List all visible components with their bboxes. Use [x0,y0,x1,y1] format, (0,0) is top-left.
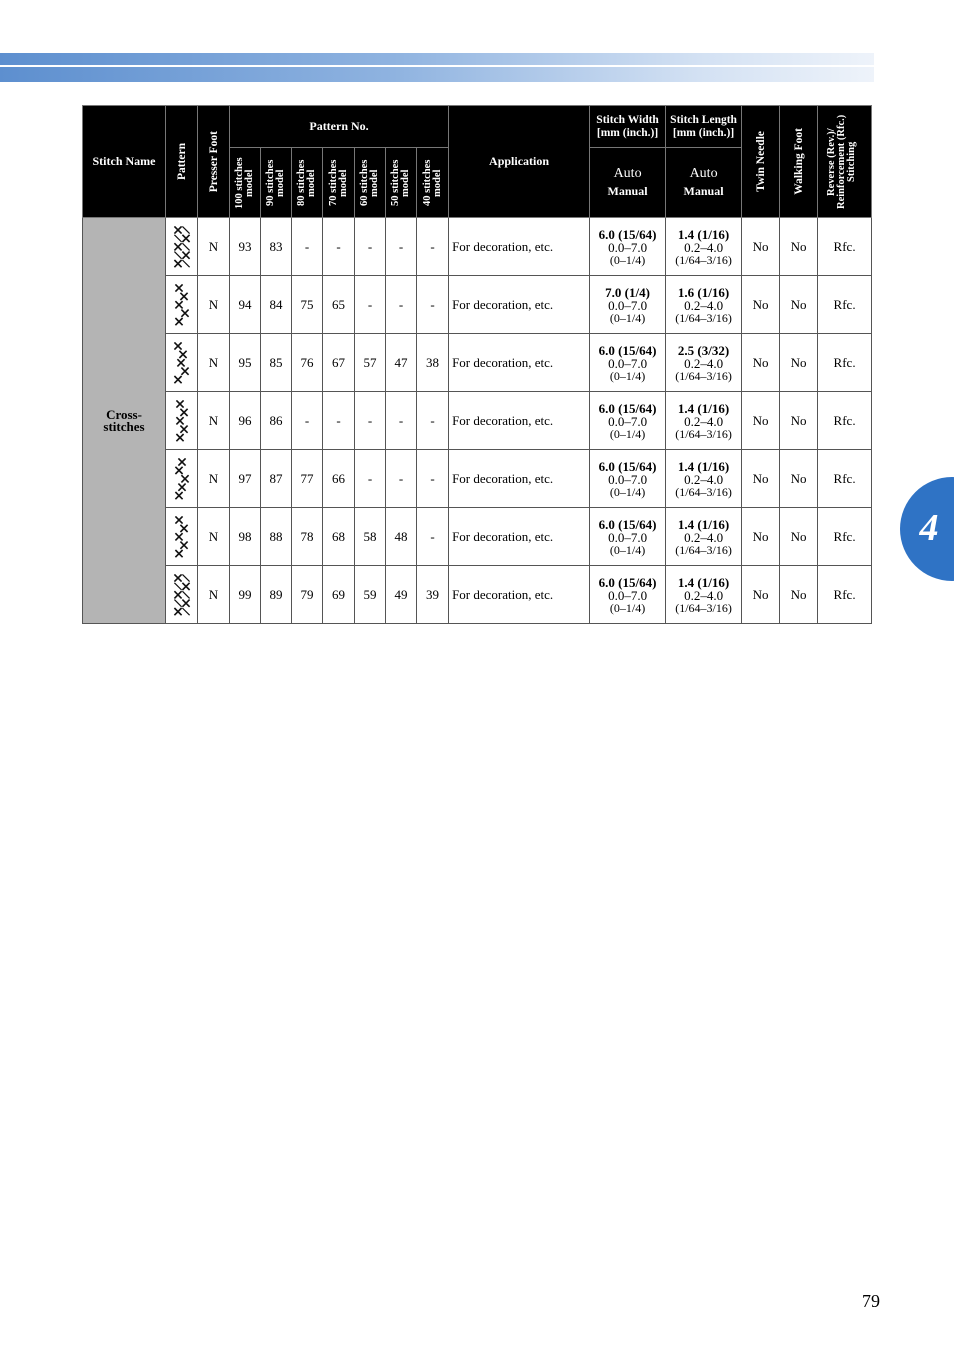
header-pattern-no: Pattern No. [230,106,449,148]
pattern-no-cell: 86 [261,392,292,450]
header-pattern: Pattern [166,106,198,218]
reverse-cell: Rfc. [818,276,872,334]
pattern-no-cell: 68 [323,508,355,566]
pattern-no-cell: - [355,392,386,450]
header-twin-needle: Twin Needle [742,106,780,218]
stitch-width-range: 0.0–7.0 [608,355,648,371]
pattern-no-cell: 47 [386,334,417,392]
stitch-length-auto: 2.5 (3/32) [677,342,730,358]
chapter-number: 4 [919,507,939,549]
header-reverse-reinforcement: Reverse (Rev.)/ Reinforcement (Rfc.) Stitching [818,106,872,218]
stitch-width-cell [590,450,666,508]
stitch-length-range: 0.2–4.0 [684,587,724,603]
pattern-no-cell: - [417,276,449,334]
stitch-width-range-inch: (0–1/4) [609,484,646,499]
stitch-width-cell [590,566,666,624]
pattern-no-cell: 85 [261,334,292,392]
reverse-cell: Rfc. [818,218,872,276]
application-cell: For decoration, etc. [449,276,590,334]
pattern-no-cell: 66 [323,450,355,508]
stitch-length-range-inch: (1/64–3/16) [675,368,732,383]
reverse-cell: Rfc. [818,392,872,450]
header-model-80: 80 stitches model [292,148,323,218]
application-cell: For decoration, etc. [449,218,590,276]
stitch-length-range: 0.2–4.0 [684,355,724,371]
walking-foot-cell: No [780,566,818,624]
walking-foot-cell: No [780,450,818,508]
application-cell: For decoration, etc. [449,334,590,392]
stitch-length-cell [666,392,742,450]
reverse-cell: Rfc. [818,334,872,392]
group-stitch-name [83,218,166,624]
pattern-no-cell: 57 [355,334,386,392]
header-gradient-band [0,53,874,82]
stitch-length-range-inch: (1/64–3/16) [675,426,732,441]
presser-foot-cell: N [198,276,230,334]
stitch-width-range-inch: (0–1/4) [609,542,646,557]
pattern-cell [166,276,198,334]
stitch-width-cell [590,392,666,450]
stitch-length-auto: 1.4 (1/16) [677,400,730,416]
pattern-cell [166,218,198,276]
stitch-width-range: 0.0–7.0 [608,471,648,487]
pattern-no-cell: - [292,392,323,450]
pattern-no-cell: 87 [261,450,292,508]
header-presser-foot: Presser Foot [198,106,230,218]
walking-foot-cell: No [780,508,818,566]
stitch-length-range-inch: (1/64–3/16) [675,542,732,557]
pattern-no-cell: 83 [261,218,292,276]
pattern-no-cell: 38 [417,334,449,392]
table-row [83,276,872,334]
pattern-no-cell: 77 [292,450,323,508]
stitch-length-auto: 1.4 (1/16) [677,226,730,242]
stitch-length-cell [666,566,742,624]
stitch-length-range: 0.2–4.0 [684,413,724,429]
table-row [83,334,872,392]
application-cell: For decoration, etc. [449,450,590,508]
stitch-length-range-inch: (1/64–3/16) [675,310,732,325]
table-row [83,392,872,450]
cross-stitch-pattern-1-icon [171,226,193,268]
walking-foot-cell: No [780,334,818,392]
stitch-width-range-inch: (0–1/4) [609,426,646,441]
stitch-width-auto: 6.0 (15/64) [598,400,657,416]
header-model-60: 60 stitches model [355,148,386,218]
pattern-cell [166,450,198,508]
pattern-no-cell: 99 [230,566,261,624]
twin-needle-cell: No [742,450,780,508]
walking-foot-cell: No [780,392,818,450]
stitch-length-cell [666,450,742,508]
stitch-width-auto: 6.0 (15/64) [598,458,657,474]
presser-foot-cell: N [198,566,230,624]
pattern-no-cell: 98 [230,508,261,566]
stitch-length-range-inch: (1/64–3/16) [675,484,732,499]
stitch-width-auto: 6.0 (15/64) [598,226,657,242]
pattern-no-cell: 65 [323,276,355,334]
stitch-length-auto: 1.4 (1/16) [677,458,730,474]
pattern-no-cell: - [355,218,386,276]
pattern-no-cell: 48 [386,508,417,566]
presser-foot-cell: N [198,218,230,276]
stitch-length-range: 0.2–4.0 [684,239,724,255]
cross-stitch-pattern-6-icon [171,516,193,558]
pattern-no-cell: 75 [292,276,323,334]
band-divider-line [0,65,874,67]
pattern-no-cell: - [355,450,386,508]
presser-foot-cell: N [198,450,230,508]
stitch-length-cell [666,334,742,392]
stitch-width-range-inch: (0–1/4) [609,600,646,615]
pattern-no-cell: 94 [230,276,261,334]
pattern-no-cell: - [355,276,386,334]
twin-needle-cell: No [742,508,780,566]
pattern-no-cell: 49 [386,566,417,624]
page-number: 79 [862,1291,880,1311]
pattern-no-cell: 93 [230,218,261,276]
cross-stitch-pattern-2-icon [171,284,193,326]
stitch-settings-table [82,105,872,624]
pattern-no-cell: - [292,218,323,276]
cross-stitch-pattern-7-icon [171,574,193,616]
stitch-width-range: 0.0–7.0 [608,587,648,603]
pattern-no-cell: 78 [292,508,323,566]
twin-needle-cell: No [742,276,780,334]
header-model-90: 90 stitches model [261,148,292,218]
stitch-width-cell [590,218,666,276]
pattern-no-cell: 88 [261,508,292,566]
stitch-width-range-inch: (0–1/4) [609,252,646,267]
stitch-width-auto: 6.0 (15/64) [598,574,657,590]
reverse-cell: Rfc. [818,450,872,508]
stitch-length-auto: 1.4 (1/16) [677,516,730,532]
pattern-no-cell: - [417,392,449,450]
stitch-width-cell [590,334,666,392]
application-cell: For decoration, etc. [449,392,590,450]
header-model-100: 100 stitches model [230,148,261,218]
twin-needle-cell: No [742,218,780,276]
header-model-40: 40 stitches model [417,148,449,218]
walking-foot-cell: No [780,276,818,334]
table-row [83,508,872,566]
table-row [83,566,872,624]
cross-stitch-pattern-4-icon [171,400,193,442]
pattern-no-cell: - [386,218,417,276]
stitch-length-range: 0.2–4.0 [684,297,724,313]
stitch-width-range: 0.0–7.0 [608,297,648,313]
pattern-cell [166,508,198,566]
stitch-length-cell [666,218,742,276]
table-row [83,218,872,276]
header-model-50: 50 stitches model [386,148,417,218]
stitch-width-auto: 7.0 (1/4) [605,284,650,300]
stitch-length-range-inch: (1/64–3/16) [675,252,732,267]
stitch-length-range: 0.2–4.0 [684,471,724,487]
reverse-cell: Rfc. [818,566,872,624]
twin-needle-cell: No [742,334,780,392]
application-cell: For decoration, etc. [449,508,590,566]
pattern-no-cell: 89 [261,566,292,624]
presser-foot-cell: N [198,508,230,566]
header-model-70: 70 stitches model [323,148,355,218]
pattern-no-cell: 69 [323,566,355,624]
pattern-cell [166,392,198,450]
pattern-cell [166,566,198,624]
pattern-no-cell: - [386,450,417,508]
pattern-cell [166,334,198,392]
stitch-width-cell [590,276,666,334]
header-length-auto-manual: Auto Manual [666,148,742,218]
header-application: Application [449,106,590,218]
twin-needle-cell: No [742,392,780,450]
header-walking-foot: Walking Foot [780,106,818,218]
pattern-no-cell: - [417,450,449,508]
pattern-no-cell: - [323,392,355,450]
pattern-no-cell: 58 [355,508,386,566]
stitch-width-auto: 6.0 (15/64) [598,516,657,532]
header-stitch-length: Stitch Length [mm (inch.)] [666,106,742,148]
table-row [83,450,872,508]
stitch-length-auto: 1.4 (1/16) [677,574,730,590]
stitch-length-range: 0.2–4.0 [684,529,724,545]
presser-foot-cell: N [198,392,230,450]
pattern-no-cell: 84 [261,276,292,334]
stitch-width-cell [590,508,666,566]
application-cell: For decoration, etc. [449,566,590,624]
pattern-no-cell: 59 [355,566,386,624]
pattern-no-cell: 39 [417,566,449,624]
stitch-length-cell [666,508,742,566]
stitch-width-auto: 6.0 (15/64) [598,342,657,358]
pattern-no-cell: - [386,276,417,334]
header-stitch-width: Stitch Width [mm (inch.)] [590,106,666,148]
header-stitch-name: Stitch Name [83,106,166,218]
pattern-no-cell: 97 [230,450,261,508]
stitch-length-cell [666,276,742,334]
group-name-label: Cross-stitches [103,406,145,434]
twin-needle-cell: No [742,566,780,624]
pattern-no-cell: - [417,218,449,276]
header-width-auto-manual: Auto Manual [590,148,666,218]
reverse-cell: Rfc. [818,508,872,566]
cross-stitch-pattern-3-icon [171,342,193,384]
stitch-width-range-inch: (0–1/4) [609,368,646,383]
pattern-no-cell: - [417,508,449,566]
stitch-width-range: 0.0–7.0 [608,413,648,429]
stitch-width-range-inch: (0–1/4) [609,310,646,325]
pattern-no-cell: 95 [230,334,261,392]
stitch-width-range: 0.0–7.0 [608,239,648,255]
walking-foot-cell: No [780,218,818,276]
stitch-width-range: 0.0–7.0 [608,529,648,545]
pattern-no-cell: - [386,392,417,450]
pattern-no-cell: 67 [323,334,355,392]
pattern-no-cell: 96 [230,392,261,450]
stitch-length-range-inch: (1/64–3/16) [675,600,732,615]
pattern-no-cell: - [323,218,355,276]
pattern-no-cell: 76 [292,334,323,392]
pattern-no-cell: 79 [292,566,323,624]
stitch-length-auto: 1.6 (1/16) [677,284,730,300]
cross-stitch-pattern-5-icon [171,458,193,500]
presser-foot-cell: N [198,334,230,392]
